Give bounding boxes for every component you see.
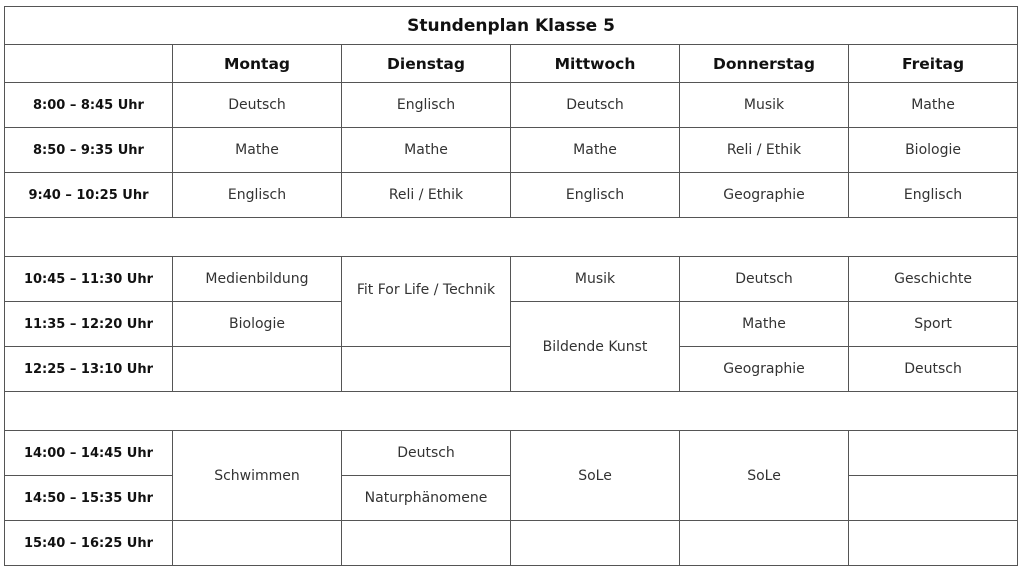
lesson-cell: Deutsch [342, 431, 511, 476]
lesson-cell: Geschichte [849, 257, 1018, 302]
lesson-cell: Englisch [849, 173, 1018, 218]
table-row [5, 83, 1018, 128]
lesson-cell [173, 521, 342, 566]
time-slot: 9:40 – 10:25 Uhr [5, 173, 173, 218]
lesson-cell [680, 521, 849, 566]
lesson-cell: Sport [849, 302, 1018, 347]
time-slot: 10:45 – 11:30 Uhr [5, 257, 173, 302]
table-row [5, 431, 1018, 476]
lesson-cell [849, 476, 1018, 521]
lesson-cell: Musik [511, 257, 680, 302]
lesson-cell [849, 431, 1018, 476]
lesson-cell: Mathe [342, 128, 511, 173]
table-row [5, 302, 1018, 347]
lesson-cell: Naturphänomene [342, 476, 511, 521]
lesson-cell [342, 347, 511, 392]
lesson-cell: Deutsch [849, 347, 1018, 392]
table-row [5, 173, 1018, 218]
lesson-cell: Mathe [849, 83, 1018, 128]
time-slot: 14:50 – 15:35 Uhr [5, 476, 173, 521]
lesson-cell [342, 521, 511, 566]
lesson-cell: Deutsch [173, 83, 342, 128]
lesson-cell: Geographie [680, 347, 849, 392]
lesson-cell: Mathe [680, 302, 849, 347]
lesson-cell: Reli / Ethik [680, 128, 849, 173]
timetable [4, 6, 1018, 566]
time-slot: 8:00 – 8:45 Uhr [5, 83, 173, 128]
lesson-cell: Medienbildung [173, 257, 342, 302]
lesson-cell: Deutsch [680, 257, 849, 302]
lesson-cell: Deutsch [511, 83, 680, 128]
lesson-cell-double: Fit For Life / Technik [342, 257, 511, 347]
table-row [5, 257, 1018, 302]
day-header-donnerstag: Donnerstag [680, 45, 849, 83]
day-header-dienstag: Dienstag [342, 45, 511, 83]
lesson-cell-double: Schwimmen [173, 431, 342, 521]
day-header-mittwoch: Mittwoch [511, 45, 680, 83]
lesson-cell: Englisch [173, 173, 342, 218]
break-row [5, 218, 1018, 257]
table-row [5, 128, 1018, 173]
day-header-montag: Montag [173, 45, 342, 83]
table-row [5, 521, 1018, 566]
lesson-cell: Englisch [511, 173, 680, 218]
lesson-cell [849, 521, 1018, 566]
time-slot: 8:50 – 9:35 Uhr [5, 128, 173, 173]
lesson-cell: Biologie [849, 128, 1018, 173]
break-row [5, 392, 1018, 431]
time-slot: 14:00 – 14:45 Uhr [5, 431, 173, 476]
lesson-cell: Biologie [173, 302, 342, 347]
lesson-cell [173, 347, 342, 392]
day-header-freitag: Freitag [849, 45, 1018, 83]
lesson-cell: Mathe [173, 128, 342, 173]
lesson-cell-double: Bildende Kunst [511, 302, 680, 392]
time-slot: 11:35 – 12:20 Uhr [5, 302, 173, 347]
lesson-cell-double: SoLe [680, 431, 849, 521]
corner-cell [5, 45, 173, 83]
lesson-cell: Geographie [680, 173, 849, 218]
timetable-title: Stundenplan Klasse 5 [5, 7, 1018, 45]
time-slot: 15:40 – 16:25 Uhr [5, 521, 173, 566]
lesson-cell: Reli / Ethik [342, 173, 511, 218]
lesson-cell-double: SoLe [511, 431, 680, 521]
lesson-cell: Musik [680, 83, 849, 128]
lesson-cell [511, 521, 680, 566]
lesson-cell: Englisch [342, 83, 511, 128]
time-slot: 12:25 – 13:10 Uhr [5, 347, 173, 392]
lesson-cell: Mathe [511, 128, 680, 173]
